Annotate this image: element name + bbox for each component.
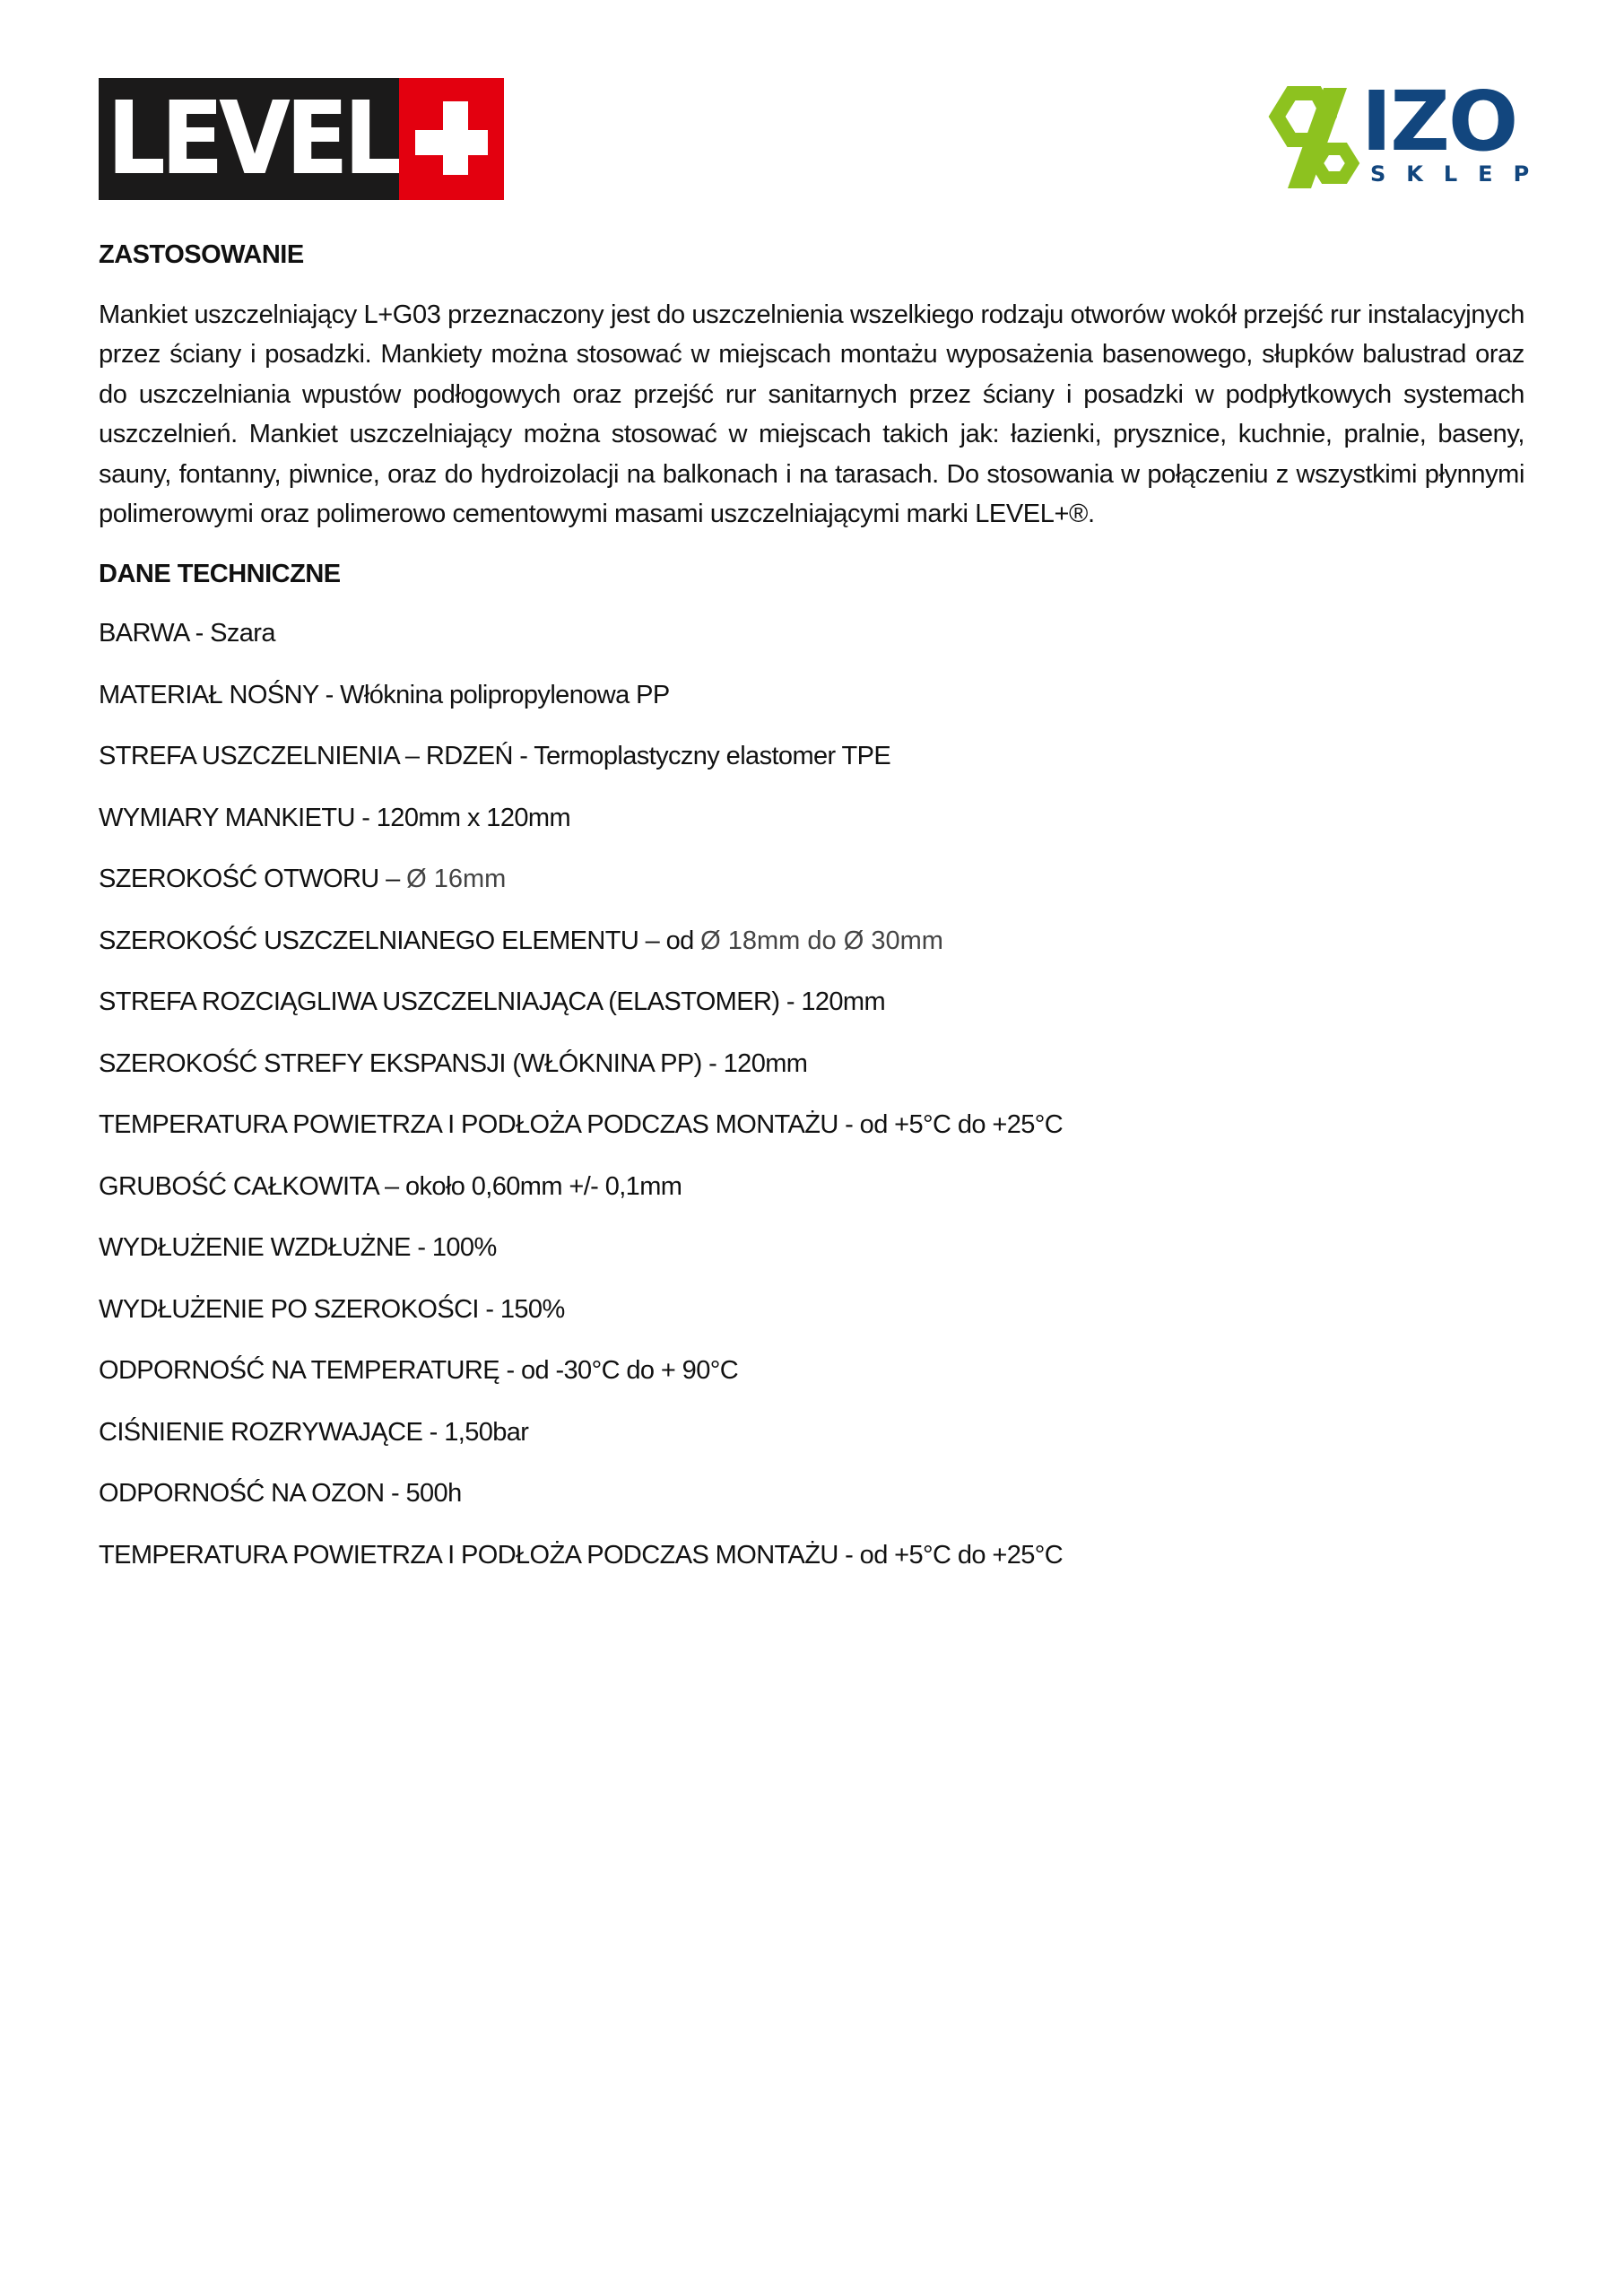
logo-level-text: LEVEL: [107, 81, 398, 197]
spec-label: SZEROKOŚĆ STREFY EKSPANSJI (WŁÓKNINA PP) -: [99, 1048, 724, 1078]
spec-item: [99, 1167, 1524, 1229]
spec-label: STREFA USZCZELNIENIA – RDZEŃ -: [99, 742, 534, 770]
spec-value: od -30°C do + 90°C: [520, 1356, 739, 1385]
spec-label: WYDŁUŻENIE WZDŁUŻNE -: [99, 1233, 432, 1262]
spec-value: od +5°C do +25°C: [859, 1110, 1064, 1139]
spec-label: GRUBOŚĆ CAŁKOWITA –: [99, 1171, 405, 1201]
spec-value: 500h: [405, 1479, 462, 1508]
spec-value: 120mm: [723, 1048, 808, 1078]
logo-izo-text: IZO: [1361, 74, 1517, 170]
spec-value: około 0,60mm +/- 0,1mm: [404, 1171, 682, 1201]
spec-item: [99, 1044, 1524, 1106]
spec-label: ODPORNOŚĆ NA TEMPERATURĘ -: [99, 1356, 521, 1385]
izo-sklep-logo: [1264, 74, 1550, 190]
spec-item: [99, 798, 1524, 860]
spec-item: [99, 1228, 1524, 1290]
spec-value: Termoplastyczny elastomer TPE: [534, 742, 891, 770]
spec-label: ODPORNOŚĆ NA OZON -: [99, 1479, 406, 1508]
spec-label: WYDŁUŻENIE PO SZEROKOŚCI -: [99, 1294, 500, 1324]
spec-value: 100%: [431, 1233, 497, 1262]
spec-label: BARWA -: [99, 619, 211, 648]
spec-item: [99, 1413, 1524, 1474]
hexagon-molecule-icon: [1264, 86, 1372, 190]
spec-item: [99, 1105, 1524, 1167]
document-content: [99, 235, 1524, 1596]
section-heading-application: ZASTOSOWANIE: [99, 240, 304, 269]
spec-value: 120mm x 120mm: [376, 803, 570, 832]
spec-value: 120mm: [801, 987, 886, 1016]
spec-label: WYMIARY MANKIETU -: [99, 803, 377, 832]
spec-item: [99, 1290, 1524, 1352]
spec-item: [99, 1535, 1524, 1597]
level-plus-logo: [99, 78, 504, 200]
spec-label: TEMPERATURA POWIETRZA I PODŁOŻA PODCZAS MONTAŻU -: [99, 1540, 860, 1570]
spec-item: [99, 1351, 1524, 1413]
plus-icon: [399, 78, 504, 200]
spec-label: CIŚNIENIE ROZRYWAJĄCE -: [99, 1417, 445, 1447]
spec-item: [99, 613, 1524, 675]
spec-label: STREFA ROZCIĄGLIWA USZCZELNIAJĄCA (ELASTOMER) -: [99, 987, 802, 1016]
logo-sklep-text: SKLEP: [1370, 161, 1550, 187]
spec-value: Szara: [210, 619, 275, 648]
spec-item: [99, 736, 1524, 798]
technical-specs-list: [99, 613, 1524, 1596]
spec-item: [99, 675, 1524, 737]
spec-item: [99, 982, 1524, 1044]
spec-item: [99, 921, 1524, 983]
spec-value: 150%: [499, 1294, 565, 1324]
spec-value: Włóknina polipropylenowa PP: [340, 680, 670, 709]
logo-black-panel: [99, 78, 399, 200]
spec-value: od +5°C do +25°C: [859, 1540, 1064, 1570]
spec-value: Ø 16mm: [406, 865, 507, 893]
spec-label: SZEROKOŚĆ OTWORU –: [99, 865, 407, 893]
section-heading-technical: DANE TECHNICZNE: [99, 559, 341, 588]
spec-item: [99, 1474, 1524, 1535]
spec-label: TEMPERATURA POWIETRZA I PODŁOŻA PODCZAS MONTAŻU -: [99, 1110, 860, 1139]
spec-value: Ø 18mm do Ø 30mm: [700, 926, 943, 955]
spec-item: [99, 859, 1524, 921]
spec-label: SZEROKOŚĆ USZCZELNIANEGO ELEMENTU – od: [99, 926, 701, 955]
application-paragraph: Mankiet uszczelniający L+G03 przeznaczony jest do uszczelnienia wszelkiego rodzaju otworów wokół przejść rur instalacyjnych przez ściany i posadzki. Mankiety można stosować w miejscach montażu wyposażenia basenowego, słupków balustrad oraz do uszczelniania wpustów podłogowych oraz przejść rur sanitarnych przez ściany i posadzki w podpłytkowych systemach uszczelnień. Mankiet uszczelniający można stosować w miejscach takich jak: łazienki, prysznice, kuchnie, pralnie, baseny, sauny, fontanny, piwnice, oraz do hydroizolacji na balkonach i na tarasach. Do stosowania w połączeniu z wszystkimi płynnymi polimerowymi oraz polimerowo cementowymi masami uszczelniającymi marki LEVEL+®.: [99, 300, 1524, 528]
spec-label: MATERIAŁ NOŚNY -: [99, 680, 341, 709]
spec-value: 1,50bar: [444, 1417, 529, 1447]
